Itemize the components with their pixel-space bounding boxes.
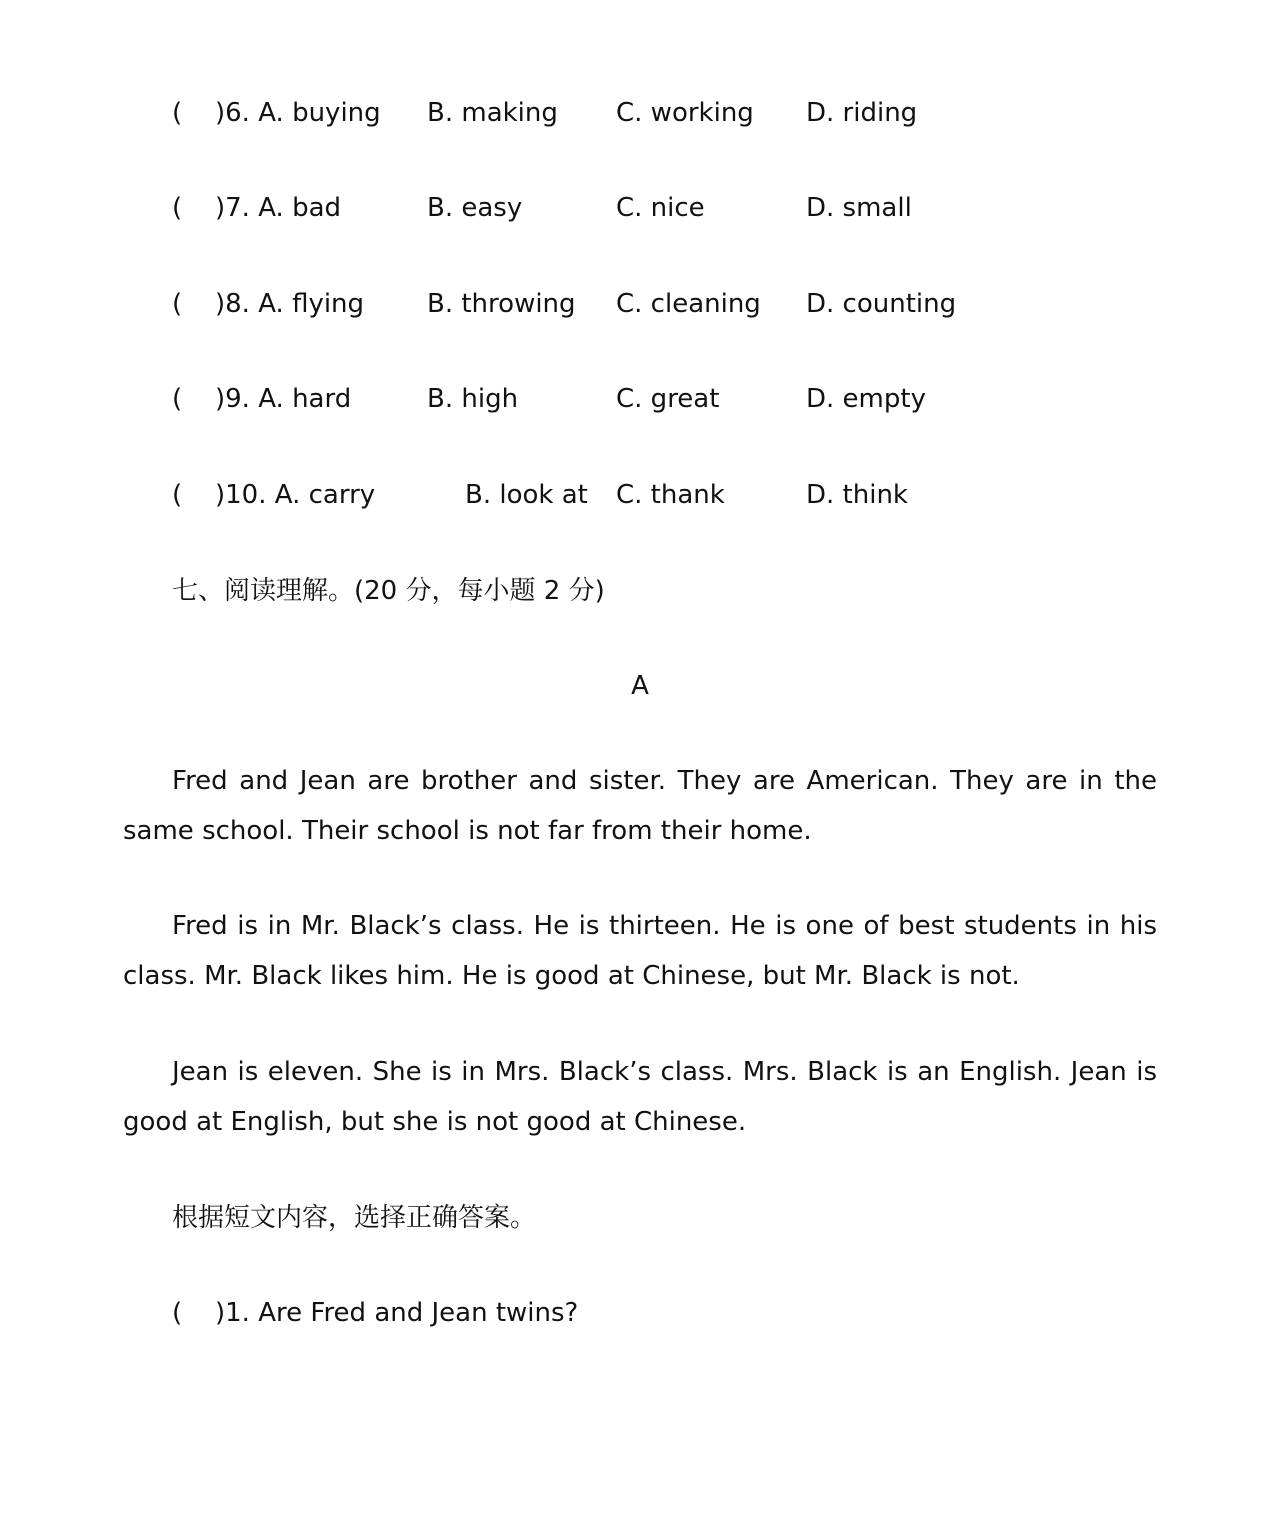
option-d: D. riding [806, 98, 918, 128]
option-b: B. easy [427, 193, 523, 223]
answer-blank-open-paren: ( [172, 98, 183, 128]
option-d: D. think [806, 480, 908, 510]
passage-title: A [631, 671, 649, 701]
option-b: B. making [427, 98, 558, 128]
question-label: )8. A. flying [215, 289, 365, 319]
question-label: )7. A. bad [215, 193, 342, 223]
answer-blank-open-paren: ( [172, 289, 183, 319]
passage-paragraph-1: Fred and Jean are brother and sister. They are American. They are in the same school. Their school is not far from their home. [123, 766, 1157, 846]
option-c: C. working [616, 98, 754, 128]
section-heading: 七、阅读理解。(20 分，每小题 2 分) [172, 576, 605, 606]
answer-blank-open-paren: ( [172, 384, 183, 414]
option-d: D. small [806, 193, 912, 223]
option-c: C. great [616, 384, 720, 414]
answer-blank-open-paren: ( [172, 480, 183, 510]
answer-blank-open-paren: ( [172, 193, 183, 223]
instruction-text: 根据短文内容，选择正确答案。 [172, 1203, 537, 1233]
option-d: D. empty [806, 384, 926, 414]
answer-blank-open-paren: ( [172, 1298, 183, 1328]
option-c: C. cleaning [616, 289, 761, 319]
passage-paragraph-3: Jean is eleven. She is in Mrs. Black’s class. Mrs. Black is an English. Jean is good at English, but she is not good at Chinese. [123, 1057, 1157, 1137]
question-label: )9. A. hard [215, 384, 352, 414]
reading-question-text: )1. Are Fred and Jean twins? [215, 1298, 579, 1328]
option-c: C. thank [616, 480, 725, 510]
option-d: D. counting [806, 289, 957, 319]
question-label: )10. A. carry [215, 480, 376, 510]
option-b: B. high [427, 384, 519, 414]
option-b: B. throwing [427, 289, 576, 319]
option-c: C. nice [616, 193, 705, 223]
question-label: )6. A. buying [215, 98, 381, 128]
option-b: B. look at [465, 480, 588, 510]
passage-paragraph-2: Fred is in Mr. Black’s class. He is thirteen. He is one of best students in his class. Mr. Black likes him. He is good at Chinese, but Mr. Black is not. [123, 911, 1157, 991]
